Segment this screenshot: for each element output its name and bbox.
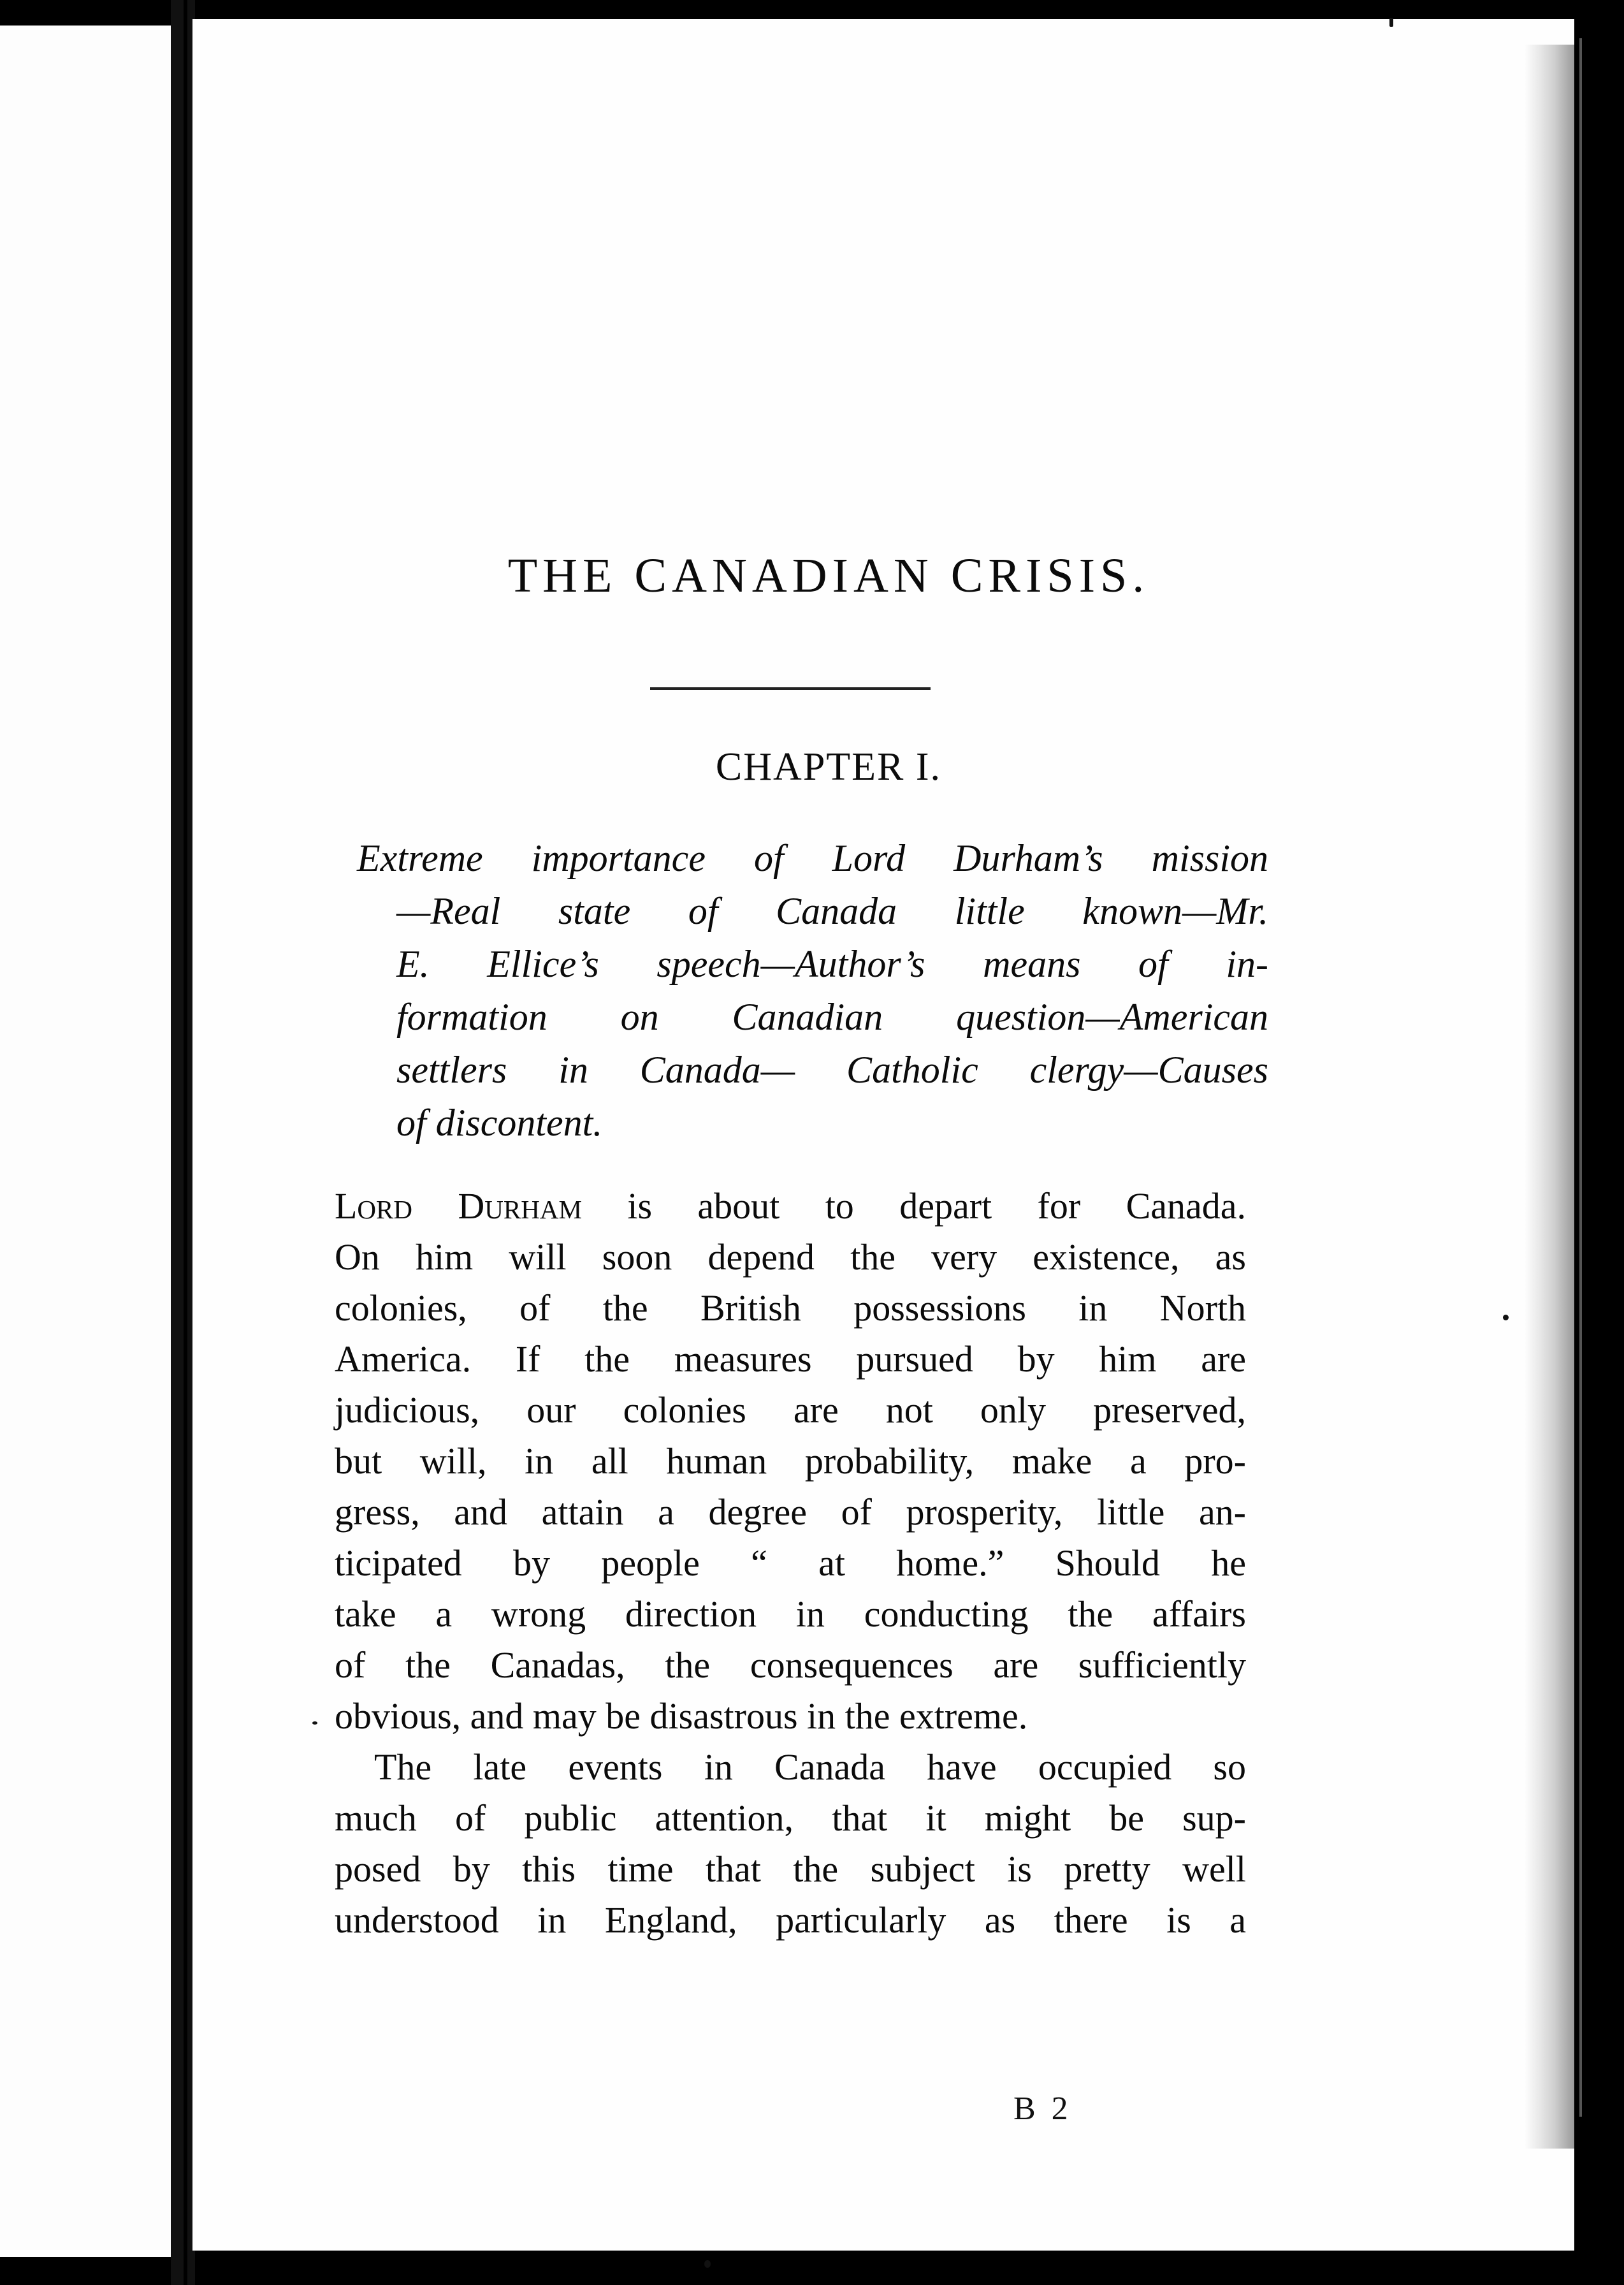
synopsis-line: E. Ellice’s speech—Author’s means of in-	[396, 943, 1268, 985]
chapter-heading: CHAPTER I.	[715, 745, 942, 789]
synopsis-line: settlers in Canada— Catholic clergy—Causes	[396, 1049, 1268, 1091]
opening-words: Lord Durham	[335, 1185, 582, 1227]
body-line: judicious, our colonies are not only preserved,	[335, 1389, 1246, 1431]
page-fore-edge-line	[1579, 38, 1582, 2117]
body-line: On him will soon depend the very existence, as	[335, 1236, 1246, 1278]
facing-page-edge	[0, 26, 172, 2257]
ink-speck	[704, 2260, 711, 2268]
gutter-line	[184, 0, 187, 2285]
book-title: THE CANADIAN CRISIS.	[507, 549, 1150, 602]
body-line: posed by this time that the subject is pretty well	[335, 1848, 1246, 1890]
page-fore-edge	[1525, 45, 1574, 2149]
body-line: colonies, of the British possessions in North	[335, 1287, 1246, 1329]
body-line: obvious, and may be disastrous in the extreme.	[335, 1695, 1028, 1737]
synopsis-line: —Real state of Canada little known—Mr.	[396, 890, 1268, 932]
book-gutter	[171, 0, 195, 2285]
body-line: of the Canadas, the consequences are sufficiently	[335, 1644, 1246, 1686]
chapter-synopsis	[357, 832, 1268, 1150]
body-line: The late events in Canada have occupied so	[374, 1746, 1246, 1788]
body-line: take a wrong direction in conducting the affairs	[335, 1593, 1246, 1635]
ink-speck	[1389, 18, 1393, 27]
ink-speck	[312, 1721, 317, 1725]
body-line-text: is about to depart for Canada.	[581, 1185, 1246, 1227]
body-line	[335, 1181, 1246, 1232]
synopsis-line: formation on Canadian question—American	[396, 996, 1268, 1038]
body-line: America. If the measures pursued by him are	[335, 1338, 1246, 1380]
body-line: but will, in all human probability, make a pro-	[335, 1440, 1246, 1482]
synopsis-line: Extreme importance of Lord Durham’s mission	[357, 837, 1268, 879]
synopsis-line: of discontent.	[396, 1102, 603, 1144]
body-line: understood in England, particularly as there is a	[335, 1899, 1246, 1941]
body-text	[335, 1181, 1246, 1946]
title-rule	[650, 687, 931, 690]
ink-speck	[1503, 1315, 1509, 1320]
body-line: much of public attention, that it might be sup-	[335, 1797, 1246, 1839]
body-line: gress, and attain a degree of prosperity, little an-	[335, 1491, 1246, 1533]
signature-mark: B 2	[1013, 2091, 1072, 2127]
body-line: ticipated by people “ at home.” Should he	[335, 1542, 1246, 1584]
